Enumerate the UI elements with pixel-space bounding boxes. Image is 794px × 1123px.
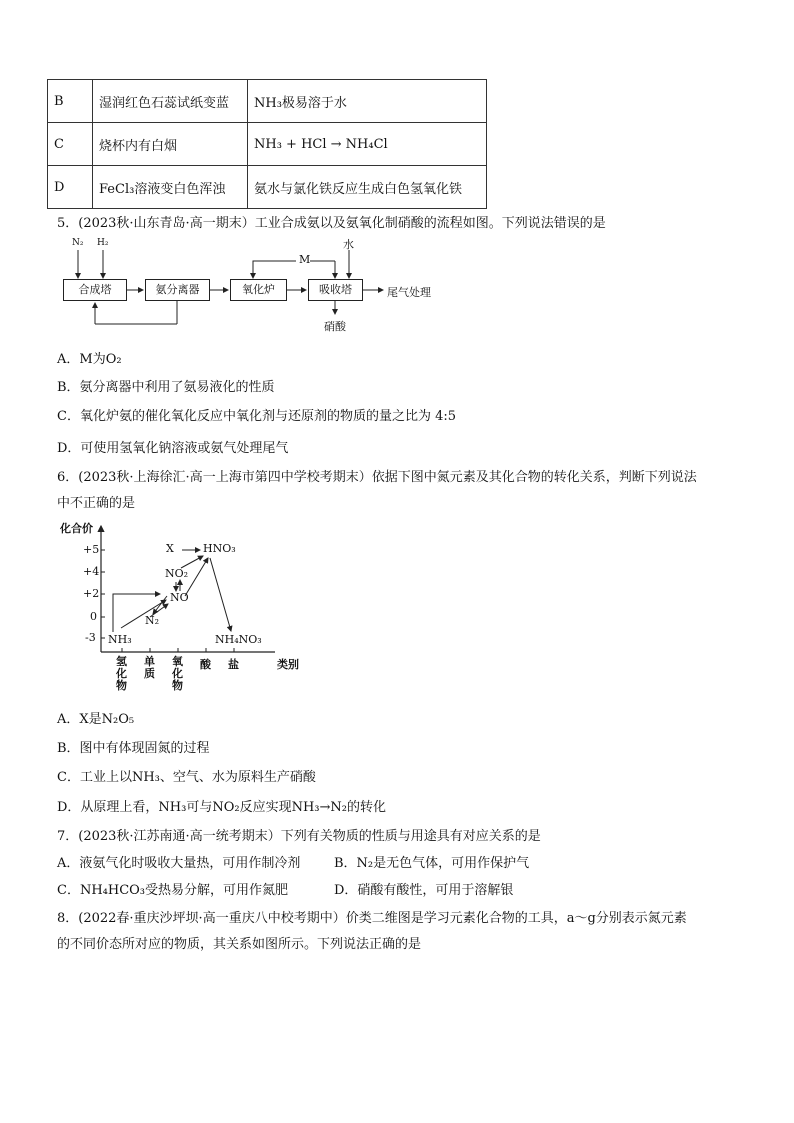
table-row xyxy=(48,123,487,166)
q5-option-d: D．可使用氢氧化钠溶液或氨气处理尾气 xyxy=(57,441,289,456)
x-category: 酸 xyxy=(200,658,211,671)
synthesis-tower-box: 合成塔 xyxy=(63,279,127,301)
x-category: 盐 xyxy=(228,658,239,671)
y-axis-label: 化合价 xyxy=(60,522,93,535)
table-cell-option: D xyxy=(48,166,93,209)
table-cell-phenomenon: 湿润红色石蕊试纸变蓝 xyxy=(93,80,248,123)
q5-option-a: A．M为O₂ xyxy=(57,352,122,367)
q6-stem-line1: 6．(2023秋·上海徐汇·高一上海市第四中学校考期末）依据下图中氮元素及其化合物的转化关系，判断下列说法 xyxy=(57,470,697,485)
oxidation-furnace-box: 氧化炉 xyxy=(230,279,287,301)
q5-option-b: B．氨分离器中利用了氨易液化的性质 xyxy=(57,380,275,395)
table-row xyxy=(48,166,487,209)
table-cell-option: C xyxy=(48,123,93,166)
q7-option-d: D．硝酸有酸性，可用于溶解银 xyxy=(334,883,514,898)
water-label: 水 xyxy=(343,238,354,251)
q8-stem-line1: 8．(2022春·重庆沙坪坝·高一重庆八中校考期中）价类二维图是学习元素化合物的工具，a～g分别表示氮元素 xyxy=(57,911,687,926)
species-no2: NO₂ xyxy=(165,567,189,580)
absorption-tower-box: 吸收塔 xyxy=(308,279,363,301)
q5-flow-diagram xyxy=(57,234,457,338)
q8-stem-line2: 的不同价态所对应的物质，其关系如图所示。下列说法正确的是 xyxy=(57,937,422,952)
q5-stem: 5．(2023秋·山东青岛·高一期末）工业合成氨以及氨氧化制硝酸的流程如图。下列说法错误的是 xyxy=(57,216,606,231)
x-axis-label: 类别 xyxy=(277,658,299,671)
x-category: 单质 xyxy=(144,655,155,680)
ammonia-separator-box: 氨分离器 xyxy=(145,279,210,301)
q6-valence-diagram xyxy=(55,518,315,698)
species-n2: N₂ xyxy=(145,614,160,627)
y-tick: -3 xyxy=(85,631,96,644)
q5-option-c: C．氧化炉氨的催化氧化反应中氧化剂与还原剂的物质的量之比为 4:5 xyxy=(57,409,457,424)
table-cell-phenomenon: 烧杯内有白烟 xyxy=(93,123,248,166)
q6-option-c: C．工业上以NH₃、空气、水为原料生产硝酸 xyxy=(57,770,316,785)
q7-stem: 7．(2023秋·江苏南通·高一统考期末）下列有关物质的性质与用途具有对应关系的是 xyxy=(57,829,541,844)
q6-option-b: B．图中有体现固氮的过程 xyxy=(57,741,210,756)
m-label: M xyxy=(299,253,311,266)
table-cell-phenomenon: FeCl₃溶液变白色浑浊 xyxy=(93,166,248,209)
q7-option-b: B．N₂是无色气体，可用作保护气 xyxy=(334,856,530,871)
q6-stem-line2: 中不正确的是 xyxy=(57,496,136,511)
y-tick: +5 xyxy=(83,543,100,556)
answer-table xyxy=(47,79,487,209)
table-cell-explanation: NH₃ + HCl → NH₄Cl xyxy=(248,123,487,166)
species-nh4no3: NH₄NO₃ xyxy=(215,633,262,646)
q6-option-d: D．从原理上看，NH₃可与NO₂反应实现NH₃→N₂的转化 xyxy=(57,800,386,815)
h2-input-label: H₂ xyxy=(97,238,109,248)
n2-input-label: N₂ xyxy=(72,238,84,248)
table-cell-explanation: 氨水与氯化铁反应生成白色氢氧化铁 xyxy=(248,166,487,209)
x-category: 氧化物 xyxy=(172,655,183,692)
x-category: 氢化物 xyxy=(116,655,127,692)
y-tick: 0 xyxy=(90,610,97,623)
q7-option-c: C．NH₄HCO₃受热易分解，可用作氮肥 xyxy=(57,883,289,898)
species-no: NO xyxy=(170,591,189,604)
q6-option-a: A．X是N₂O₅ xyxy=(57,712,135,727)
species-x: X xyxy=(166,542,174,555)
species-hno3: HNO₃ xyxy=(203,542,236,555)
y-tick: +2 xyxy=(83,587,100,600)
y-tick: +4 xyxy=(83,565,100,578)
table-row xyxy=(48,80,487,123)
tail-gas-label: 尾气处理 xyxy=(387,286,431,299)
q7-option-a: A．液氨气化时吸收大量热，可用作制冷剂 xyxy=(57,856,301,871)
nitric-acid-label: 硝酸 xyxy=(324,320,346,333)
species-nh3: NH₃ xyxy=(108,633,132,646)
table-cell-explanation: NH₃极易溶于水 xyxy=(248,80,487,123)
table-cell-option: B xyxy=(48,80,93,123)
